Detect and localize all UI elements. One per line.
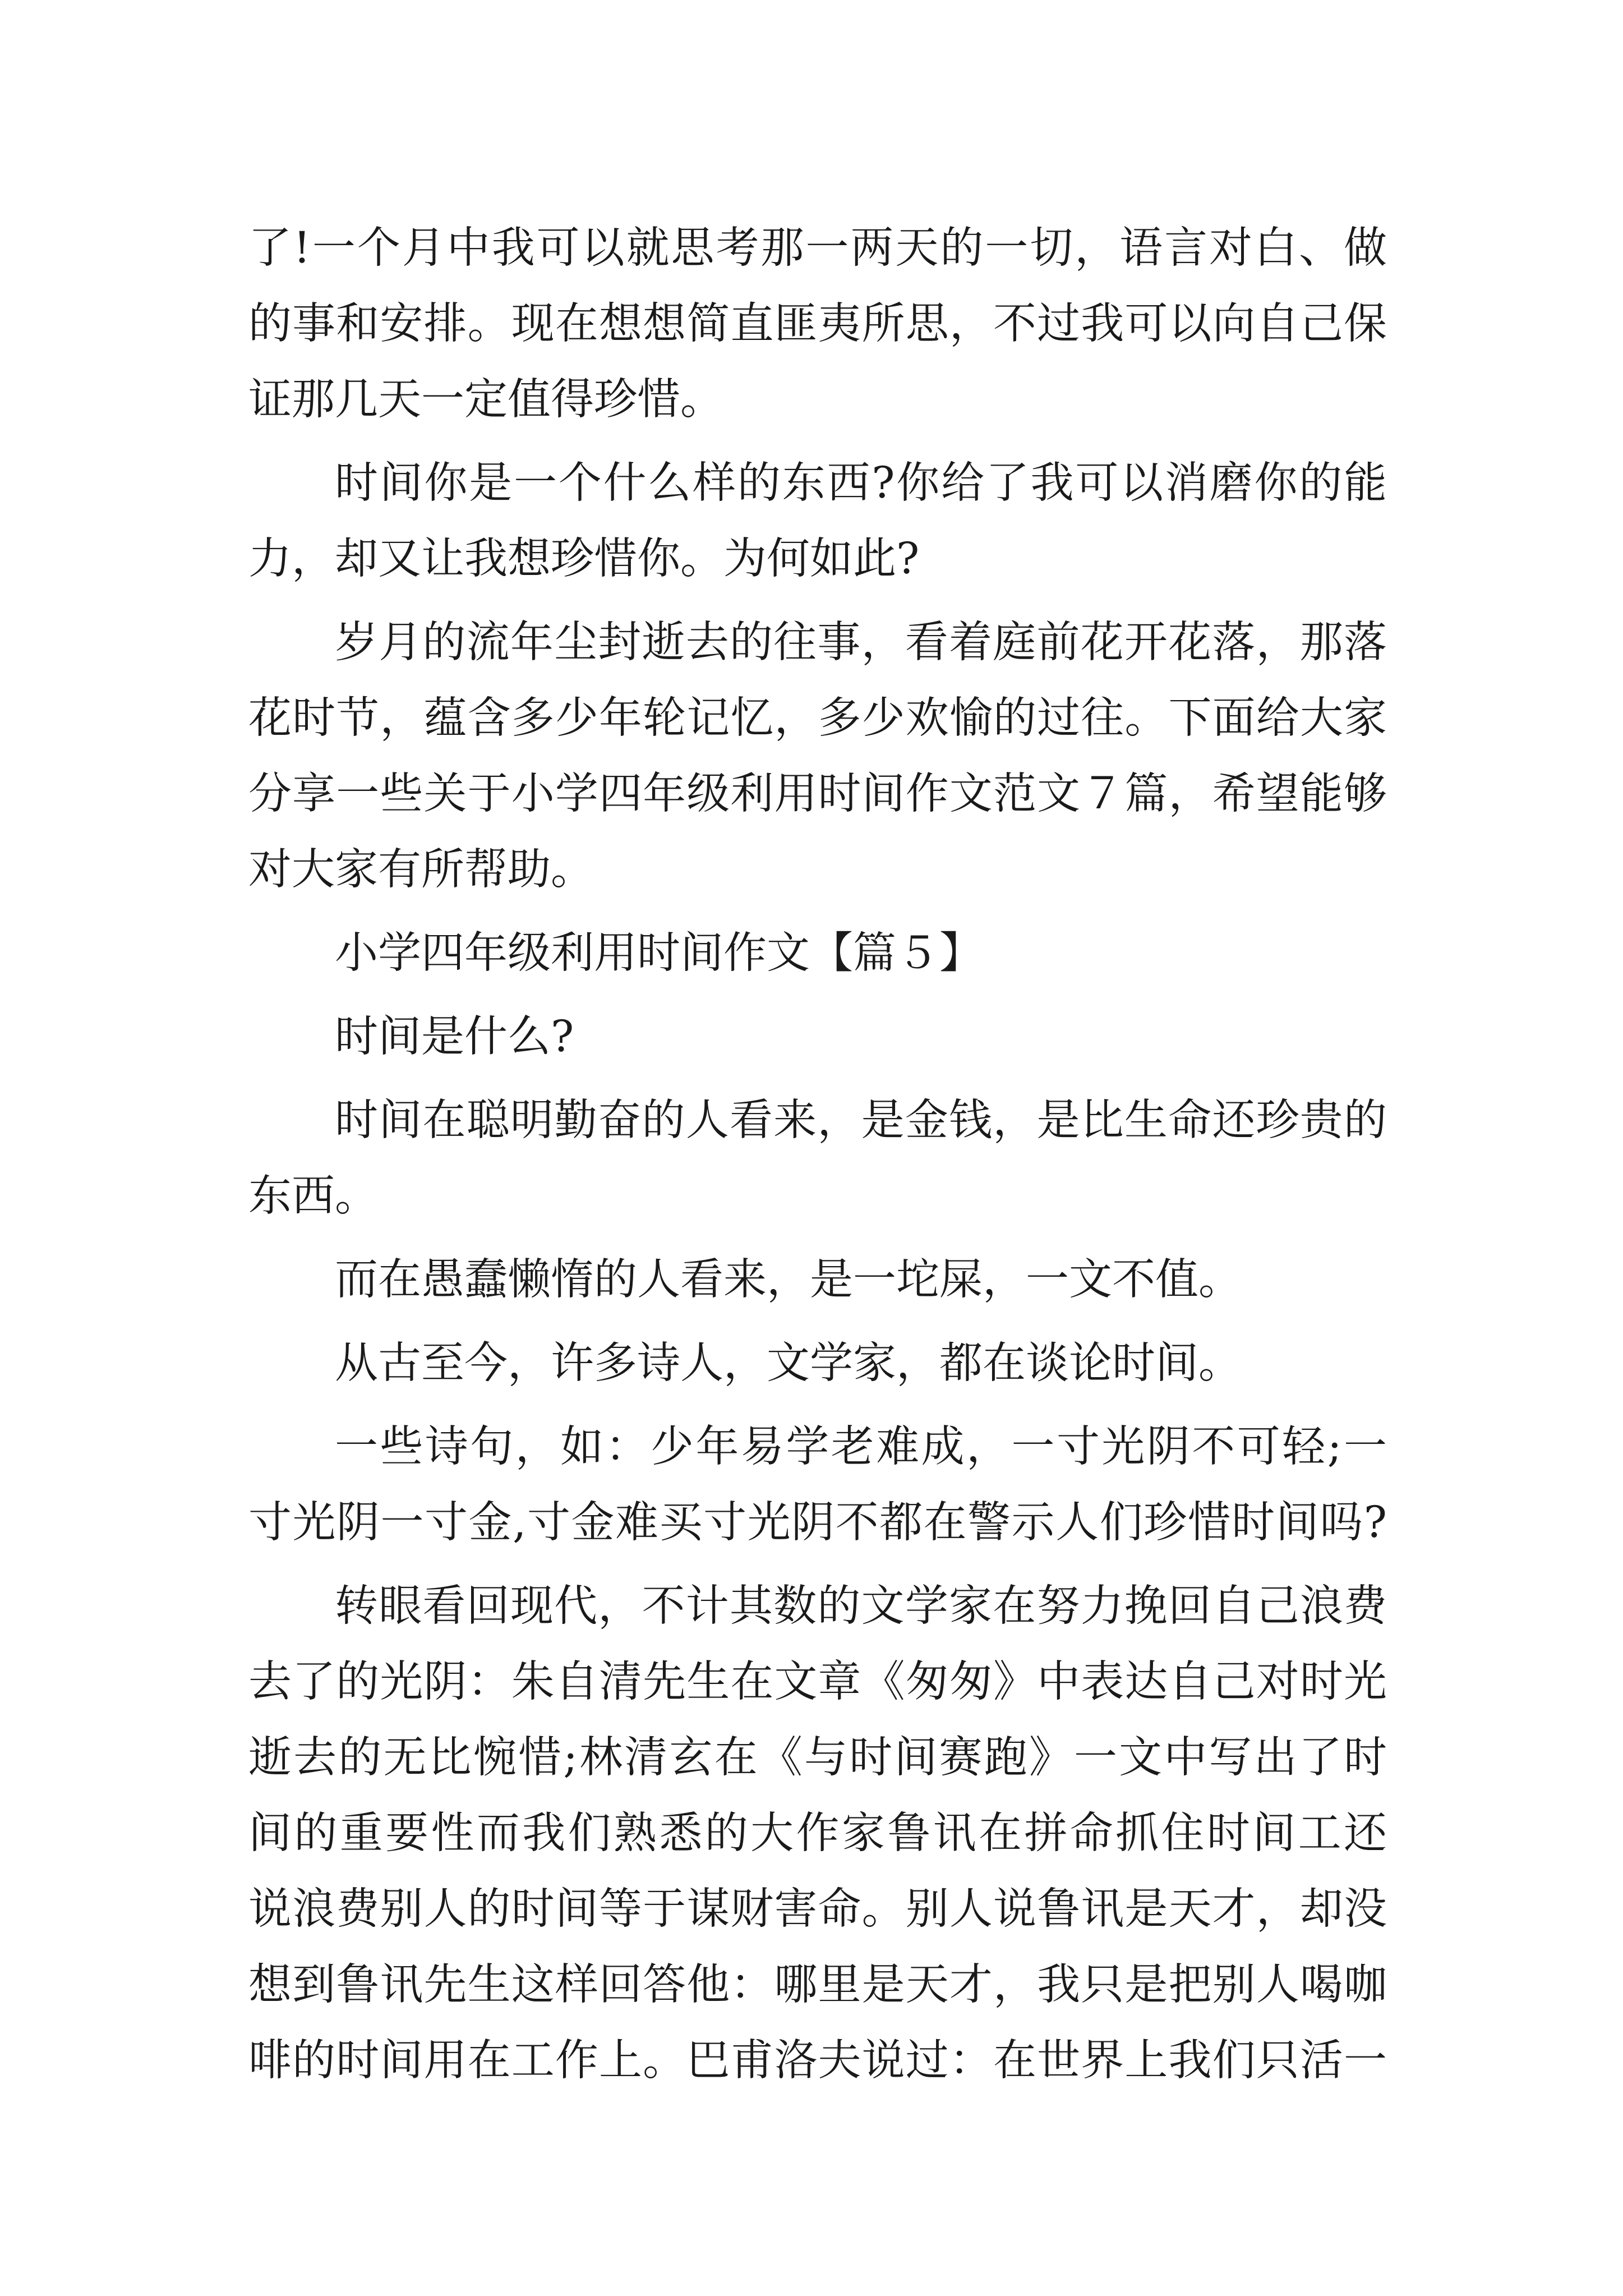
text-line: 证那几天一定值得珍惜。 (248, 375, 723, 425)
paragraph (248, 999, 1387, 1075)
paragraph (248, 1326, 1387, 1401)
paragraph (248, 1083, 1387, 1234)
text-line: 分享一些关于小学四年级利用时间作文范文７篇，希望能够 (248, 769, 1387, 819)
text-line: 间的重要性而我们熟悉的大作家鲁讯在拼命抓住时间工还 (248, 1809, 1387, 1858)
text-line: 对大家有所帮助。 (248, 845, 594, 895)
text-line: 从古至今，许多诗人，文学家，都在谈论时间。 (335, 1338, 1242, 1388)
paragraph (248, 210, 1387, 438)
text-line: 想到鲁讯先生这样回答他：哪里是天才，我只是把别人喝咖 (248, 1960, 1387, 2010)
text-line: 的事和安排。现在想想简直匪夷所思，不过我可以向自己保 (248, 299, 1387, 349)
text-line: 说浪费别人的时间等于谋财害命。别人说鲁讯是天才，却没 (248, 1884, 1387, 1934)
text-line: 了!一个月中我可以就思考那一两天的一切，语言对白、做 (248, 223, 1387, 273)
text-line: 东西。 (248, 1171, 378, 1221)
text-line: 小学四年级利用时间作文【篇５】 (335, 928, 983, 978)
section-heading (248, 915, 1387, 991)
text-line: 花时节，蕴含多少年轮记忆，多少欢愉的过往。下面给大家 (248, 693, 1387, 743)
document-body (248, 210, 1387, 2099)
text-line: 岁月的流年尘封逝去的往事，看着庭前花开花落，那落 (335, 618, 1387, 668)
paragraph (248, 1568, 1387, 2099)
text-line: 时间你是一个什么样的东西?你给了我可以消磨你的能 (335, 458, 1387, 508)
paragraph (248, 1409, 1387, 1561)
paragraph (248, 445, 1387, 597)
paragraph (248, 1242, 1387, 1318)
text-line: 寸光阴一寸金,寸金难买寸光阴不都在警示人们珍惜时间吗? (248, 1498, 1387, 1548)
text-line: 力，却又让我想珍惜你。为何如此? (248, 534, 920, 584)
text-line: 去了的光阴：朱自清先生在文章《匆匆》中表达自己对时光 (248, 1657, 1387, 1707)
text-line: 啡的时间用在工作上。巴甫洛夫说过：在世界上我们只活一 (248, 2036, 1387, 2086)
text-line: 逝去的无比惋惜;林清玄在《与时间赛跑》一文中写出了时 (248, 1733, 1387, 1783)
text-line: 而在愚蠢懒惰的人看来，是一坨屎，一文不值。 (335, 1255, 1242, 1305)
text-line: 时间在聪明勤奋的人看来，是金钱，是比生命还珍贵的 (335, 1096, 1387, 1145)
text-line: 时间是什么? (335, 1012, 574, 1062)
text-line: 转眼看回现代，不计其数的文学家在努力挽回自己浪费 (335, 1581, 1387, 1631)
paragraph (248, 605, 1387, 908)
text-line: 一些诗句，如：少年易学老难成，一寸光阴不可轻;一 (335, 1422, 1387, 1472)
